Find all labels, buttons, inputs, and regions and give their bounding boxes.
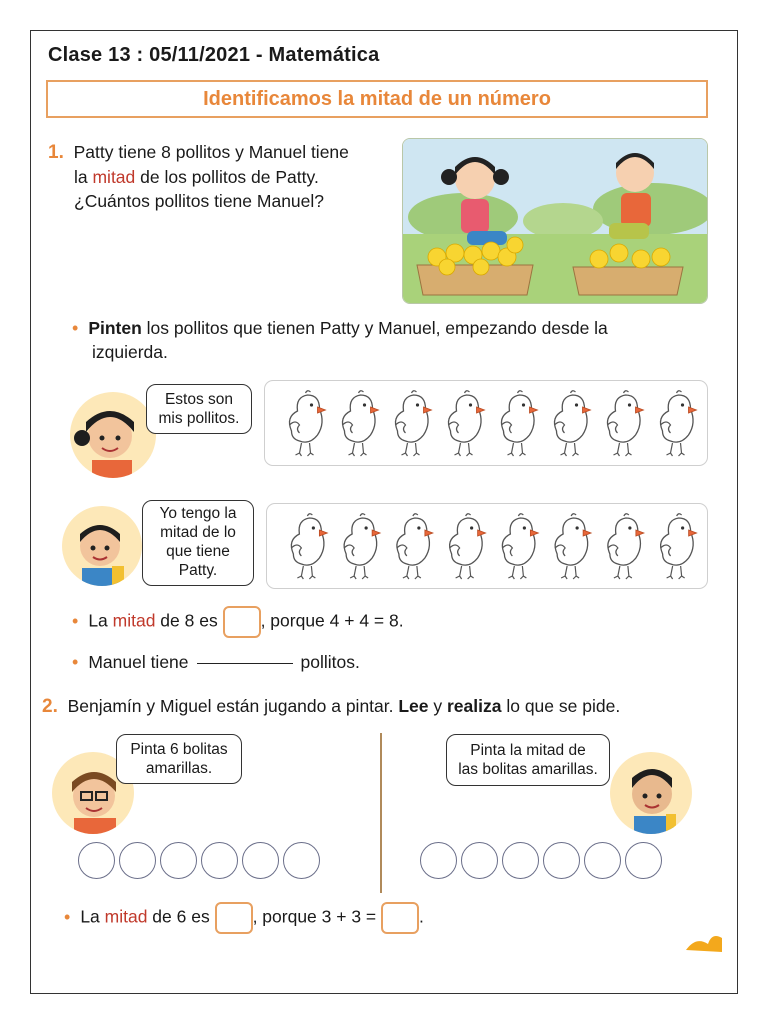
patty-bubble-line-2: mis pollitos. bbox=[158, 410, 240, 427]
problem-2-lee: Lee bbox=[398, 696, 429, 716]
miguel-speech-bubble bbox=[446, 734, 610, 786]
miguel-ball-1[interactable] bbox=[420, 842, 457, 879]
problem-2-mid: y bbox=[428, 696, 447, 716]
instruction-text: los pollitos que tienen Patty y Manuel, empezando desde la bbox=[141, 318, 608, 338]
miguel-ball-5[interactable] bbox=[584, 842, 621, 879]
problem-1-question: ¿Cuántos pollitos tiene Manuel? bbox=[74, 191, 325, 211]
half-of-8-answer-box[interactable] bbox=[223, 606, 261, 638]
bullet-icon: • bbox=[72, 610, 79, 631]
miguel-bubble-line-1: Pinta la mitad de bbox=[470, 742, 586, 759]
patty-speech-bubble bbox=[146, 384, 252, 434]
problem-1-line-1: Patty tiene 8 pollitos y Manuel tiene bbox=[73, 142, 349, 162]
mitad-word: mitad bbox=[112, 610, 156, 631]
answer2-pre: La bbox=[80, 906, 105, 927]
lesson-title-text: Identificamos la mitad de un número bbox=[203, 88, 551, 110]
manuel-speech-bubble bbox=[142, 500, 254, 586]
manuel-chicks-row bbox=[267, 504, 709, 590]
manuel-chick-8[interactable] bbox=[661, 514, 697, 579]
patty-chick-5[interactable] bbox=[502, 391, 538, 456]
patty-bubble-line-1: Estos son bbox=[164, 391, 234, 408]
patty-chicks-box bbox=[264, 380, 708, 466]
patty-chick-8[interactable] bbox=[661, 391, 697, 456]
miguel-ball-2[interactable] bbox=[461, 842, 498, 879]
problem-1-text bbox=[48, 140, 388, 213]
manuel-chick-7[interactable] bbox=[608, 514, 644, 579]
problem-2-intro: Benjamín y Miguel están jugando a pintar. bbox=[67, 696, 399, 716]
lesson-title bbox=[46, 80, 708, 118]
instruction-text-line-2: izquierda. bbox=[92, 342, 168, 362]
mitad-word: mitad bbox=[92, 167, 136, 187]
paint-instruction bbox=[72, 316, 712, 364]
benjamin-bubble-line-2: amarillas. bbox=[145, 760, 213, 777]
patty-chick-3[interactable] bbox=[396, 391, 432, 456]
benjamin-balls-row bbox=[78, 842, 320, 879]
sum-answer-box[interactable] bbox=[381, 902, 419, 934]
answer-post: , porque 4 + 4 = 8. bbox=[260, 610, 404, 631]
miguel-balls-row bbox=[420, 842, 662, 879]
benjamin-speech-bubble bbox=[116, 734, 242, 784]
bullet-icon: • bbox=[72, 652, 79, 672]
problem-2-number: 2. bbox=[42, 696, 58, 717]
manuel-bubble-line-1: Yo tengo la bbox=[159, 505, 237, 522]
patty-chicks-row bbox=[265, 381, 709, 467]
manuel-chick-5[interactable] bbox=[502, 514, 538, 579]
manuel-chick-3[interactable] bbox=[397, 514, 433, 579]
manuel-bubble-line-4: Patty. bbox=[178, 562, 218, 579]
manuel-chick-2[interactable] bbox=[344, 514, 380, 579]
paint-splash-icon bbox=[682, 926, 726, 954]
column-divider bbox=[380, 733, 382, 893]
benjamin-ball-2[interactable] bbox=[119, 842, 156, 879]
benjamin-bubble-line-1: Pinta 6 bolitas bbox=[130, 741, 228, 758]
manuel-avatar bbox=[62, 506, 142, 586]
benjamin-ball-1[interactable] bbox=[78, 842, 115, 879]
manuel-chick-6[interactable] bbox=[555, 514, 591, 579]
half-of-6-answer-line bbox=[64, 902, 424, 934]
instruction-bold: Pinten bbox=[88, 318, 142, 338]
benjamin-ball-3[interactable] bbox=[160, 842, 197, 879]
patty-chick-6[interactable] bbox=[555, 391, 591, 456]
children-with-chicks-illustration bbox=[402, 138, 708, 304]
manuel-bubble-line-2: mitad de lo bbox=[160, 524, 236, 541]
miguel-ball-3[interactable] bbox=[502, 842, 539, 879]
manuel-chick-4[interactable] bbox=[450, 514, 486, 579]
patty-chick-1[interactable] bbox=[290, 391, 326, 456]
problem-1-number: 1. bbox=[48, 142, 64, 163]
manuel-chicks-box bbox=[266, 503, 708, 589]
patty-avatar bbox=[70, 392, 156, 478]
manuel-answer-post: pollitos. bbox=[300, 652, 360, 672]
benjamin-ball-4[interactable] bbox=[201, 842, 238, 879]
miguel-avatar bbox=[610, 752, 692, 834]
miguel-ball-4[interactable] bbox=[543, 842, 580, 879]
manuel-chicks-answer-line bbox=[72, 650, 360, 674]
problem-1-line-2-start: la bbox=[74, 167, 93, 187]
patty-chick-4[interactable] bbox=[449, 391, 485, 456]
miguel-ball-6[interactable] bbox=[625, 842, 662, 879]
benjamin-ball-6[interactable] bbox=[283, 842, 320, 879]
benjamin-ball-5[interactable] bbox=[242, 842, 279, 879]
problem-2-end: lo que se pide. bbox=[501, 696, 621, 716]
class-header: Clase 13 : 05/11/2021 - Matemática bbox=[48, 44, 380, 66]
bullet-icon: • bbox=[64, 906, 71, 927]
manuel-chicks-blank[interactable] bbox=[197, 663, 293, 664]
patty-chick-2[interactable] bbox=[343, 391, 379, 456]
miguel-bubble-line-2: las bolitas amarillas. bbox=[458, 761, 598, 778]
half-of-8-answer-line bbox=[72, 606, 404, 638]
manuel-answer-pre: Manuel tiene bbox=[88, 652, 189, 672]
problem-2-realiza: realiza bbox=[447, 696, 502, 716]
mitad-word: mitad bbox=[104, 906, 148, 927]
answer-mid: de 8 es bbox=[155, 610, 223, 631]
answer-pre: La bbox=[88, 610, 113, 631]
answer2-post: , porque 3 + 3 = bbox=[252, 906, 382, 927]
patty-chick-7[interactable] bbox=[608, 391, 644, 456]
answer2-end: . bbox=[419, 906, 424, 927]
bullet-icon: • bbox=[72, 318, 79, 338]
manuel-bubble-line-3: que tiene bbox=[166, 543, 230, 560]
problem-2-text bbox=[42, 694, 722, 719]
answer2-mid: de 6 es bbox=[147, 906, 215, 927]
problem-1-line-2-end: de los pollitos de Patty. bbox=[135, 167, 319, 187]
half-of-6-answer-box[interactable] bbox=[215, 902, 253, 934]
manuel-chick-1[interactable] bbox=[291, 514, 327, 579]
